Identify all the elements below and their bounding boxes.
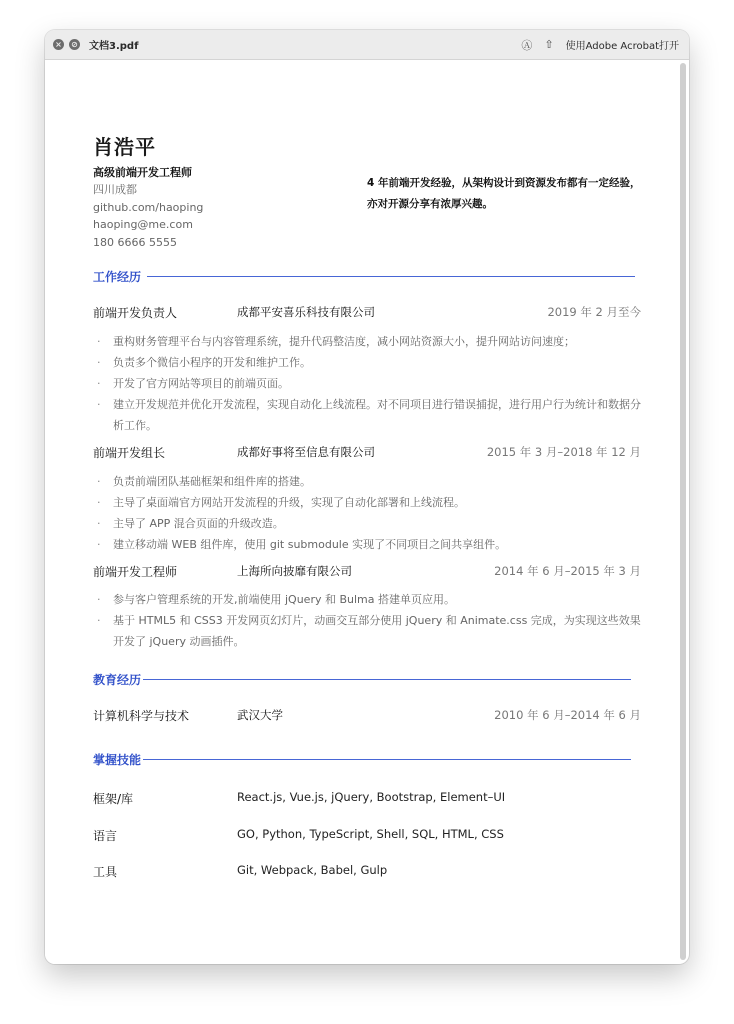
job-title: 前端开发组长 bbox=[93, 446, 166, 460]
share-icon[interactable]: ⇧ bbox=[544, 38, 554, 51]
section-divider bbox=[147, 276, 635, 277]
job-row bbox=[93, 563, 641, 581]
job-row bbox=[93, 444, 641, 462]
list-item: · 重构财务管理平台与内容管理系统，提升代码整洁度，减小网站资源大小，提升网站访问速度； bbox=[93, 331, 645, 352]
list-item: · 建立开发规范并优化开发流程，实现自动化上线流程。对不同项目进行错误捕捉，进行用户行为统计和数据分析工作。 bbox=[93, 394, 645, 436]
section-divider bbox=[143, 679, 631, 680]
contact-location: 四川成都 bbox=[93, 183, 137, 196]
skill-value: React.js, Vue.js, jQuery, Bootstrap, Element–UI bbox=[237, 790, 506, 804]
education-major: 计算机科学与技术 bbox=[93, 709, 190, 723]
job-date: 2015 年 3 月–2018 年 12 月 bbox=[486, 445, 641, 459]
document-page bbox=[45, 61, 677, 964]
skill-name: 工具 bbox=[93, 865, 118, 879]
markup-icon[interactable]: Ⓐ bbox=[521, 38, 533, 52]
skill-name: 框架/库 bbox=[93, 792, 134, 806]
contact-phone: 180 6666 5555 bbox=[93, 235, 177, 249]
section-skills-header bbox=[93, 751, 631, 768]
list-item: · 开发了官方网站等项目的前端页面。 bbox=[93, 373, 645, 394]
section-skills-title: 掌握技能 bbox=[93, 753, 142, 767]
title-bar bbox=[45, 30, 689, 60]
list-item: · 建立移动端 WEB 组件库，使用 git submodule 实现了不同项目之间共享组件。 bbox=[93, 534, 645, 555]
education-date: 2010 年 6 月–2014 年 6 月 bbox=[494, 708, 641, 722]
job-title: 前端开发工程师 bbox=[93, 565, 178, 579]
list-item: · 基于 HTML5 和 CSS3 开发网页幻灯片，动画交互部分使用 jQuery 和 Animate.css 完成，为实现这些效果开发了 jQuery 动画插件。 bbox=[93, 610, 645, 652]
contact-github: github.com/haoping bbox=[93, 200, 204, 214]
section-education-header bbox=[93, 671, 631, 688]
job-company: 成都好事将至信息有限公司 bbox=[237, 445, 375, 459]
contact-email: haoping@me.com bbox=[93, 218, 193, 231]
open-with-acrobat-button[interactable]: 使用Adobe Acrobat打开 bbox=[565, 41, 679, 52]
job-title: 前端开发负责人 bbox=[93, 306, 178, 320]
list-item: · 主导了 APP 混合页面的升级改造。 bbox=[93, 513, 645, 534]
job-company: 成都平安喜乐科技有限公司 bbox=[237, 305, 375, 319]
scrollbar[interactable] bbox=[680, 63, 686, 960]
list-item: · 负责前端团队基础框架和组件库的搭建。 bbox=[93, 471, 645, 492]
skill-value: Git, Webpack, Babel, Gulp bbox=[237, 863, 388, 877]
window-title: 文档3.pdf bbox=[89, 41, 139, 52]
list-item: · 参与客户管理系统的开发,前端使用 jQuery 和 Bulma 搭建单页应用。 bbox=[93, 589, 645, 610]
section-education-title: 教育经历 bbox=[93, 673, 142, 687]
close-icon[interactable]: × bbox=[53, 39, 64, 50]
job-date: 2019 年 2 月至今 bbox=[547, 305, 641, 319]
job-bullets bbox=[93, 471, 645, 555]
section-work-title: 工作经历 bbox=[93, 270, 142, 284]
education-school: 武汉大学 bbox=[237, 708, 283, 722]
section-work-header bbox=[93, 268, 635, 285]
pdf-preview-window bbox=[45, 30, 689, 964]
skill-row bbox=[93, 827, 641, 845]
list-item: · 主导了桌面端官方网站开发流程的升级，实现了自动化部署和上线流程。 bbox=[93, 492, 645, 513]
contact-block bbox=[93, 181, 203, 251]
list-item: · 负责多个微信小程序的开发和维护工作。 bbox=[93, 352, 645, 373]
resume-role: 高级前端开发工程师 bbox=[93, 166, 192, 179]
skill-row bbox=[93, 790, 641, 808]
job-date: 2014 年 6 月–2015 年 3 月 bbox=[494, 564, 641, 578]
job-bullets bbox=[93, 589, 645, 652]
job-row bbox=[93, 304, 641, 322]
resume-name: 肖浩平 bbox=[93, 135, 156, 159]
job-company: 上海所向披靡有限公司 bbox=[237, 564, 352, 578]
section-divider bbox=[143, 759, 631, 760]
block-icon[interactable]: ⊘ bbox=[69, 39, 80, 50]
resume-summary: 4 年前端开发经验，从架构设计到资源发布都有一定经验，亦对开源分享有浓厚兴趣。 bbox=[367, 177, 641, 210]
education-row bbox=[93, 707, 641, 725]
skill-name: 语言 bbox=[93, 829, 118, 843]
skill-value: GO, Python, TypeScript, Shell, SQL, HTML, CSS bbox=[237, 827, 504, 841]
job-bullets bbox=[93, 331, 645, 436]
skill-row bbox=[93, 863, 641, 881]
